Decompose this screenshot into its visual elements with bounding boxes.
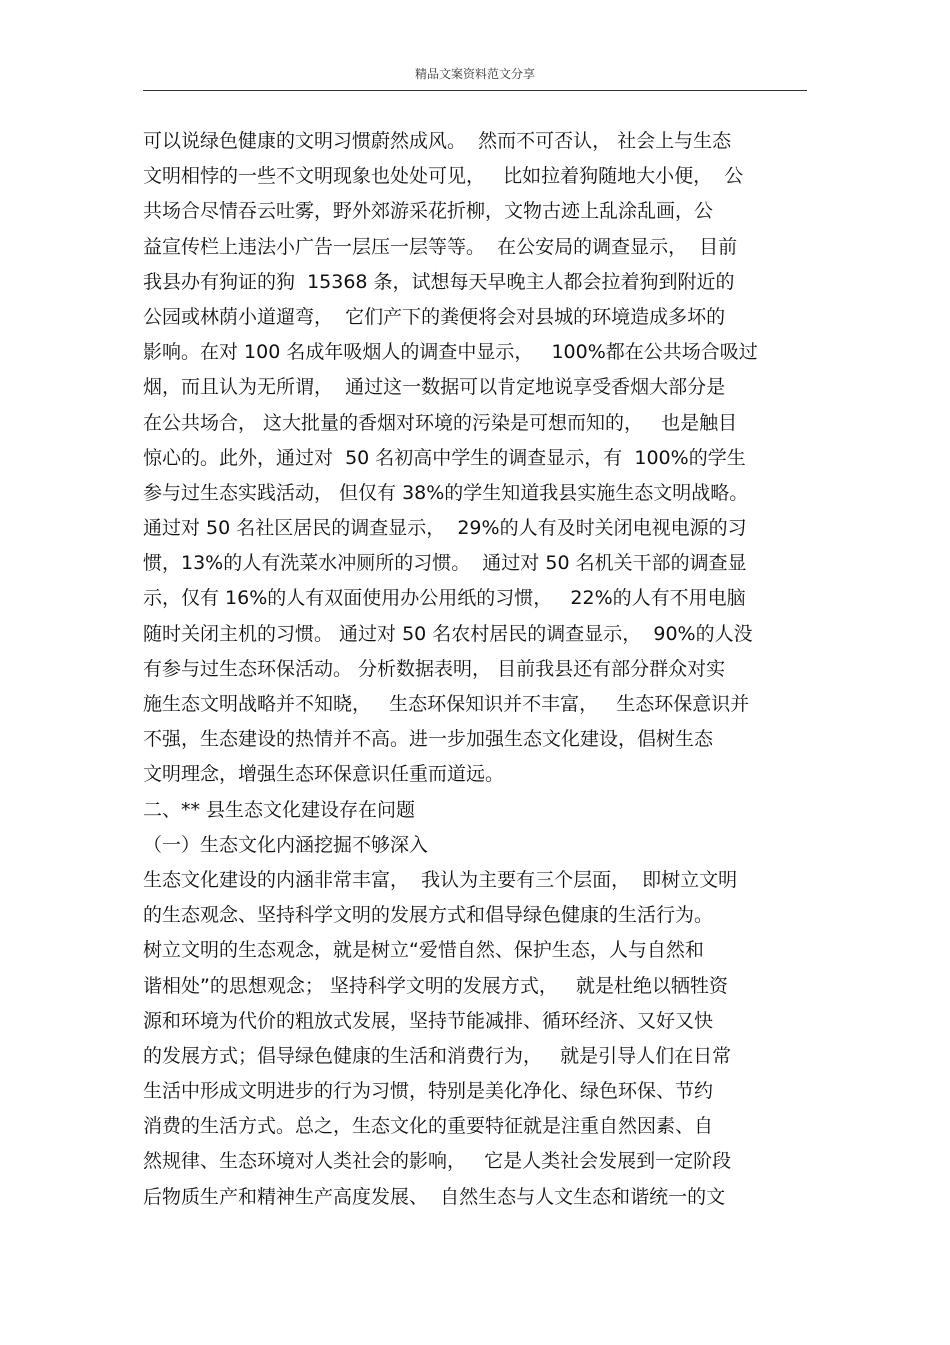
text-line: 后物质生产和精神生产高度发展、 自然生态与人文生态和谐统一的文 (143, 1185, 726, 1208)
text-line: 文明理念，增强生态环保意识任重而道远。 (143, 763, 505, 786)
text-line: 有参与过生态环保活动。 分析数据表明， 目前我县还有部分群众对实 (143, 657, 726, 680)
text-line: 谐相处”的思想观念； 坚持科学文明的发展方式， 就是杜绝以牺牲资 (143, 974, 729, 997)
text-line: 可以说绿色健康的文明习惯蔚然成风。 然而不可否认， 社会上与生态 (143, 130, 732, 152)
text-line: 二、** 县生态文化建设存在问题 (143, 798, 416, 821)
text-line: 源和环境为代价的粗放式发展，坚持节能减排、循环经济、又好又快 (143, 1009, 714, 1032)
page-header (143, 66, 807, 82)
text-line: 参与过生态实践活动， 但仅有 38%的学生知道我县实施生态文明战略。 (143, 481, 749, 504)
text-line: （一）生态文化内涵挖掘不够深入 (143, 833, 429, 856)
text-line: 施生态文明战略并不知晓， 生态环保知识并不丰富， 生态环保意识并 (143, 693, 750, 715)
text-line: 的发展方式；倡导绿色健康的生活和消费行为， 就是引导人们在日常 (143, 1044, 732, 1067)
text-line: 烟，而且认为无所谓， 通过这一数据可以肯定地说享受香烟大部分是 (143, 376, 726, 399)
text-line: 惯，13%的人有洗菜水冲厕所的习惯。 通过对 50 名机关干部的调查显 (143, 552, 747, 575)
text-line: 共场合尽情吞云吐雾，野外郊游采花折柳，文物古迹上乱涂乱画，公 (143, 200, 714, 223)
text-line: 不强，生态建设的热情并不高。进一步加强生态文化建设，倡树生态 (143, 728, 714, 751)
text-line: 树立文明的生态观念，就是树立“爱惜自然、保护生态，人与自然和 (143, 939, 704, 962)
text-line: 然规律、生态环境对人类社会的影响， 它是人类社会发展到一定阶段 (143, 1150, 732, 1173)
text-line: 惊心的。此外，通过对 50 名初高中学生的调查显示，有 100%的学生 (143, 446, 746, 469)
text-line: 在公共场合， 这大批量的香烟对环境的污染是可想而知的， 也是触目 (143, 411, 738, 434)
text-line: 示，仅有 16%的人有双面使用办公用纸的习惯， 22%的人有不用电脑 (143, 587, 746, 610)
text-line: 生活中形成文明进步的行为习惯，特别是美化净化、绿色环保、节约 (143, 1080, 714, 1103)
document-body (143, 124, 811, 1215)
text-line: 公园或林荫小道遛弯， 它们产下的粪便将会对县城的环境造成多坏的 (143, 305, 726, 328)
text-line: 益宣传栏上违法小广告一层压一层等等。 在公安局的调查显示， 目前 (143, 235, 738, 258)
text-line: 通过对 50 名社区居民的调查显示， 29%的人有及时关闭电视电源的习 (143, 517, 747, 540)
header-divider (143, 90, 807, 91)
text-line: 的生态观念、坚持科学文明的发展方式和倡导绿色健康的生活行为。 (143, 904, 714, 927)
header-title: 精品文案资料范文分享 (414, 67, 535, 81)
text-line: 消费的生活方式。总之，生态文化的重要特征就是注重自然因素、自 (143, 1115, 714, 1138)
text-line: 影响。在对 100 名成年吸烟人的调查中显示， 100%都在公共场合吸过 (143, 341, 758, 364)
text-line: 文明相悖的一些不文明现象也处处可见， 比如拉着狗随地大小便， 公 (143, 165, 744, 188)
text-line: 生态文化建设的内涵非常丰富， 我认为主要有三个层面， 即树立文明 (143, 868, 738, 891)
text-line: 我县办有狗证的狗 15368 条，试想每天早晚主人都会拉着狗到附近的 (143, 270, 735, 293)
text-line: 随时关闭主机的习惯。 通过对 50 名农村居民的调查显示， 90%的人没 (143, 622, 753, 645)
